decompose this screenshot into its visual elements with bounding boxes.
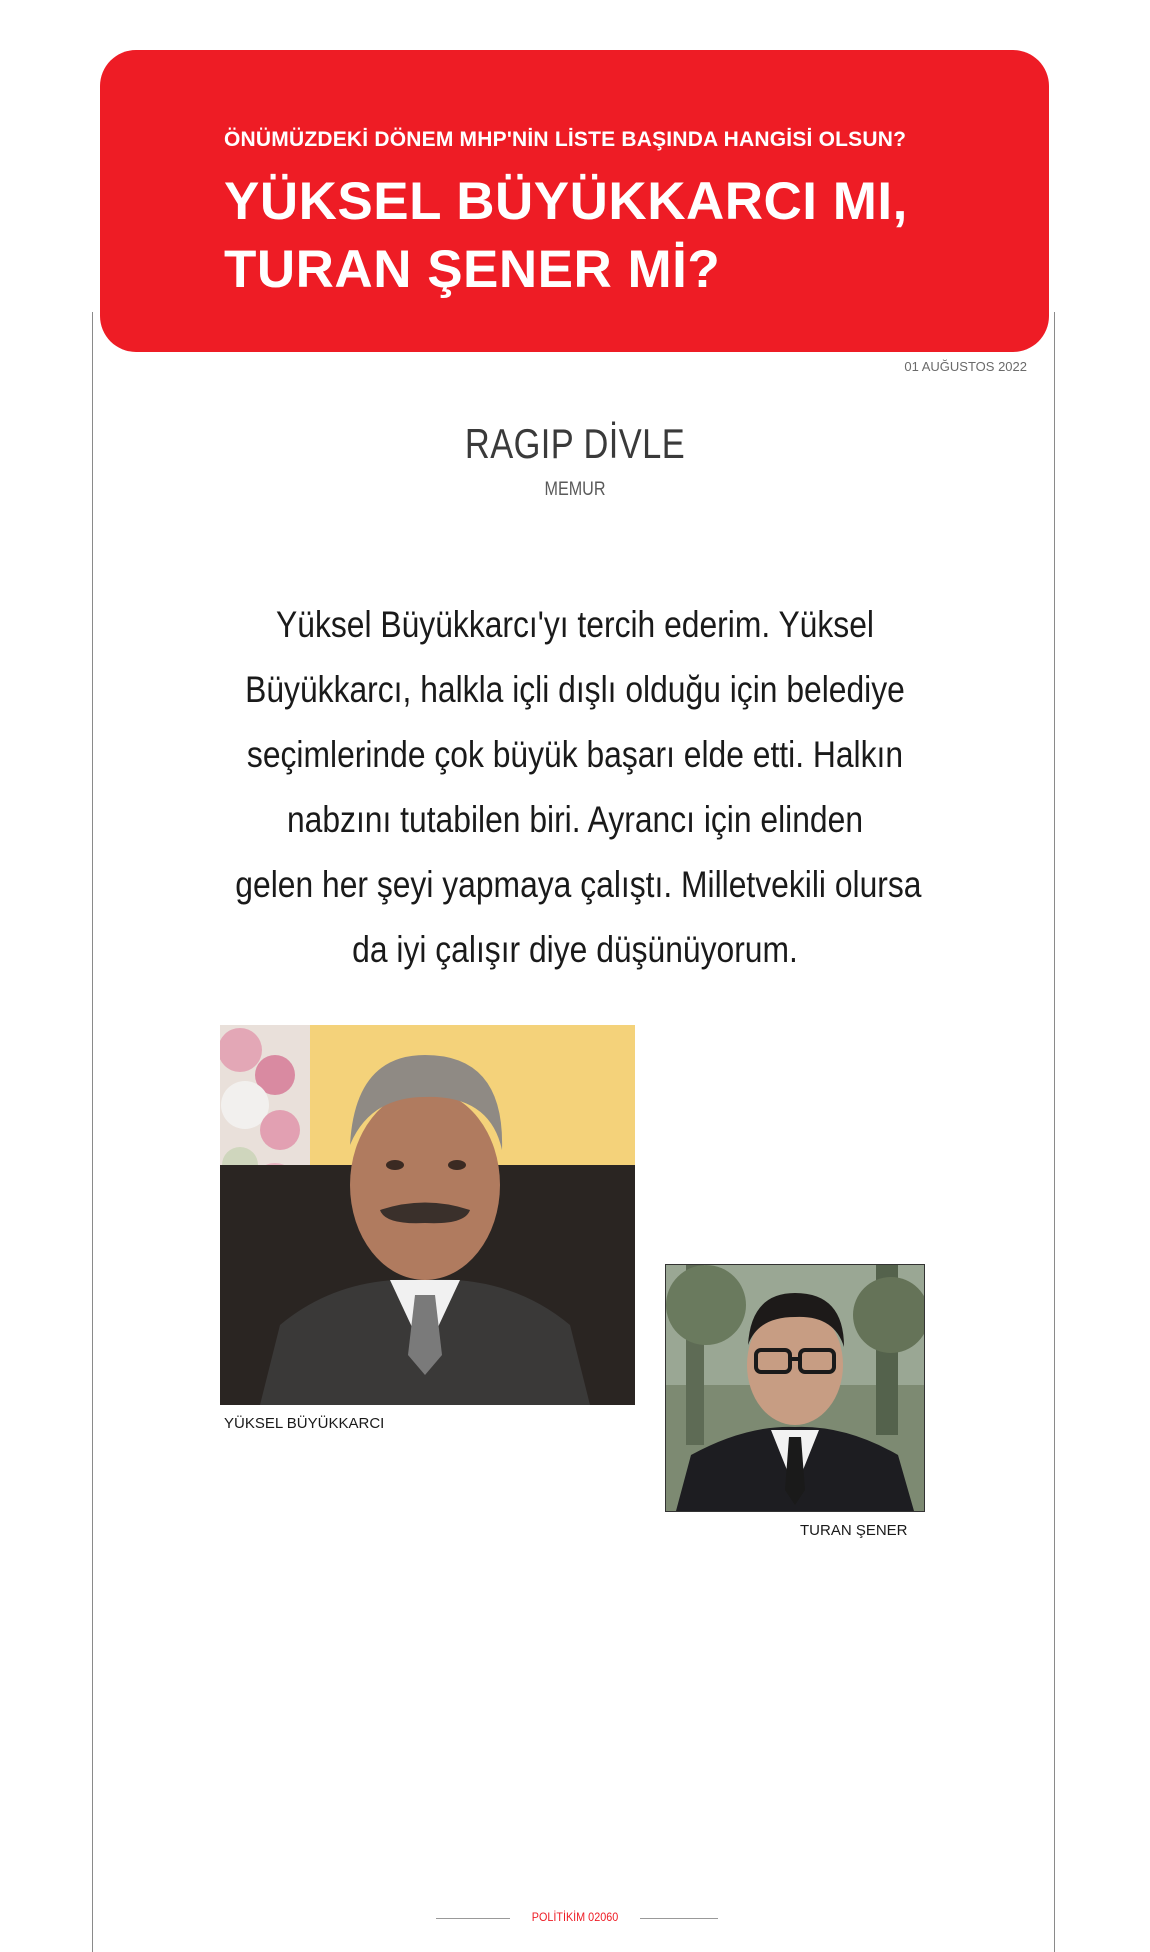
photo-caption: YÜKSEL BÜYÜKKARCI: [224, 1415, 385, 1432]
footer-page-label: POLİTİKİM 02060: [531, 1910, 619, 1924]
quote-text: [180, 592, 970, 982]
headline-kicker: ÖNÜMÜZDEKİ DÖNEM MHP'NİN LİSTE BAŞINDA HANGİSİ OLSUN?: [224, 128, 907, 151]
headline: [224, 168, 908, 304]
portrait-photo-buyukkarci: [220, 1025, 635, 1405]
quote-line: seçimlerinde çok büyük başarı elde etti. Halkın: [246, 734, 904, 775]
author-role: MEMUR: [544, 479, 606, 500]
portrait-photo-sener: [665, 1264, 925, 1512]
quote-line: Büyükkarcı, halkla içli dışlı olduğu için belediye: [245, 669, 905, 710]
quote-line: gelen her şeyi yapmaya çalıştı. Milletvekili olursa: [235, 864, 922, 905]
photo-caption: TURAN ŞENER: [800, 1522, 908, 1539]
headline-line: TURAN ŞENER Mİ?: [224, 240, 721, 299]
quote-line: da iyi çalışır diye düşünüyorum.: [352, 929, 798, 970]
quote-line: Yüksel Büyükkarcı'yı tercih ederim. Yüksel: [276, 604, 874, 645]
headline-line: YÜKSEL BÜYÜKKARCI MI,: [224, 172, 908, 231]
publish-date: 01 AUĞUSTOS 2022: [904, 359, 1027, 374]
author-name: RAGIP DİVLE: [464, 420, 686, 467]
quote-line: nabzını tutabilen biri. Ayrancı için elinden: [286, 799, 864, 840]
